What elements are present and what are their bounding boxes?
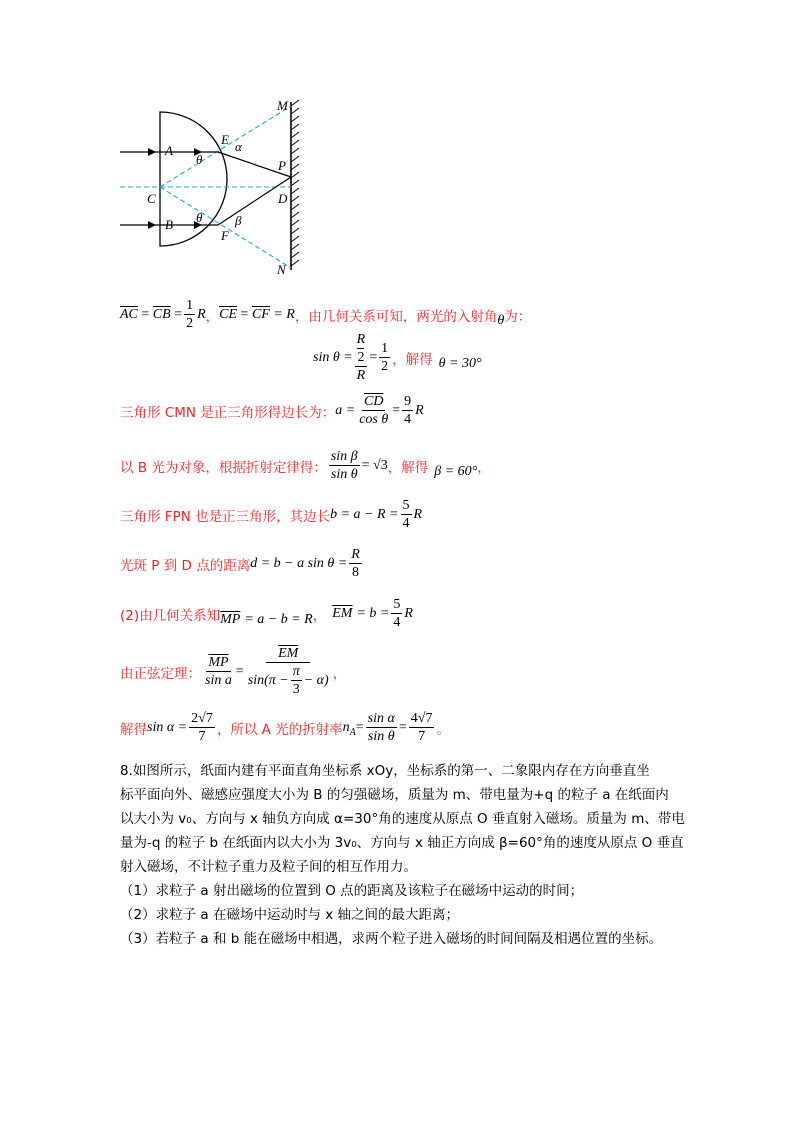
solution-line-3: 三角形 CMN 是正三角形得边长为： a = $\frac{\overline{CD}}{\text{cos θ}}$ = $\frac{9}{4}$ R [120, 394, 424, 427]
segment-mp: $\overline{MP}$ [220, 611, 241, 627]
fraction-em-sin: $\overline{EM}$ sin(π − $\frac{\pi}{3}$ − α) [247, 646, 329, 697]
problem-stem-1: 8.如图所示，纸面内建有平面直角坐标系 xOy，坐标系的第一、二象限内存在方向垂直坐 [120, 763, 650, 779]
solution-line-8: 由正弦定理： $\frac{\overline{MP}}{\text{sin a}}$ = $\overline{EM}$ sin(π − $\frac{\pi}{3}$ − α) ， [120, 646, 347, 697]
text-jiede-3: 解得 [120, 721, 147, 738]
optics-figure [110, 92, 310, 282]
label-alpha: α [235, 139, 242, 154]
sin-alpha: sin α = [147, 719, 188, 735]
solution-line-4: 以 B 光为对象，根据折射定律得： $\frac{\text{sin β}}{\text{sin θ}}$ = √3 ，解得 β = 60° ， [120, 449, 491, 482]
beta-result: β = 60° [434, 463, 478, 479]
label-beta: β [235, 213, 242, 228]
question-1: （1）求粒子 a 射出磁场的位置到 O 点的距离及该粒子在磁场中运动的时间； [120, 883, 584, 899]
a-eq: a = [335, 402, 356, 418]
label-C: C [147, 191, 156, 206]
label-B: B [165, 217, 173, 232]
text-part2: (2)由几何关系知 [120, 607, 221, 624]
text-cmn: 三角形 CMN 是正三角形得边长为： [120, 404, 336, 421]
segment-em: $\overline{EM}$ [332, 605, 353, 621]
label-E: E [221, 132, 229, 147]
segment-ac: $\overline{AC}$ [120, 306, 138, 322]
fraction-half-result: $\frac{1}{2}$ [381, 341, 389, 374]
fraction-r2-over-r: R 2 R [356, 332, 366, 383]
d-expr: d = b − a sin θ = [250, 555, 348, 571]
label-A: A [165, 143, 173, 158]
text-wei: 为： [504, 308, 532, 325]
fraction-2root7-7: $\frac{2√7}{7}$ [191, 711, 213, 744]
fraction-5-4: $\frac{5}{4}$ [402, 498, 410, 531]
text-sine-law: 由正弦定理： [120, 665, 201, 682]
problem-stem-3: 以大小为 v₀、方向与 x 轴负方向成 α=30°角的速度从原点 O 垂直射入磁场。质量为 m、带电 [120, 811, 685, 827]
light-rays [120, 152, 291, 225]
fraction-r-8: $\frac{R}{8}$ [351, 547, 360, 580]
mirror-hatching [291, 100, 299, 266]
segment-cf: $\overline{CF}$ [251, 306, 270, 322]
solution-line-5: 三角形 FPN 也是正三角形，其边长 b = a − R = $\frac{5}{4}$ R [120, 498, 423, 531]
label-N: N [277, 262, 286, 277]
fraction-5-4b: $\frac{5}{4}$ [393, 597, 401, 630]
eq-r: = R [273, 306, 295, 322]
label-M: M [277, 98, 288, 113]
segment-cb: $\overline{CB}$ [152, 306, 171, 322]
ray-arrows [148, 148, 202, 229]
theta-result: θ = 30° [438, 355, 482, 371]
problem-stem-5: 射入磁场，不计粒子重力及粒子间的相互作用力。 [120, 859, 417, 875]
eq-sqrt3: = √3 [361, 457, 388, 473]
fraction-sina-sint: $\frac{\text{sin α}}{\text{sin θ}}$ [367, 711, 395, 744]
text-fpn: 三角形 FPN 也是正三角形，其边长 [120, 508, 331, 525]
text-jiede-2: ，解得 [387, 459, 429, 476]
text-jiede: ，解得 [392, 351, 433, 368]
problem-stem-4: 量为-q 的粒子 b 在纸面内以大小为 3v₀、方向与 x 轴正方向成 β=60°角的速度从原点 O 垂直 [120, 835, 684, 851]
solution-line-9: 解得 sin α = $\frac{2√7}{7}$ ，所以 A 光的折射率 n A = $\frac{\text{sin α}}{\text{sin θ}}$ = $\frac{4√7}{7}$ 。 [120, 711, 450, 744]
label-theta-bottom: θ [196, 210, 203, 225]
label-D: D [278, 191, 288, 206]
text-distance: 光斑 P 到 D 点的距离 [120, 557, 251, 574]
label-theta-top: θ [196, 152, 203, 167]
theta-symbol: θ [497, 312, 505, 328]
fraction-cd-cos: $\frac{\overline{CD}}{\text{cos θ}}$ [359, 394, 389, 427]
question-3: （3）若粒子 a 和 b 能在磁场中相遇，求两个粒子进入磁场的时间间隔及相遇位置的坐标。 [120, 931, 663, 947]
mp-expr: = a − b = R [244, 611, 313, 627]
text-refractive: ，所以 A 光的折射率 [216, 721, 343, 738]
sin-theta: sin θ = [313, 349, 353, 365]
solution-line-2: sin θ = R 2 R = $\frac{1}{2}$ ，解得 θ = 30° [313, 332, 482, 383]
fraction-9-4: $\frac{9}{4}$ [404, 394, 412, 427]
solution-line-7: (2)由几何关系知 $\overline{MP}$ = a − b = R ， $\overline{EM}$ = b = $\frac{5}{4}$ R [120, 597, 413, 630]
problem-stem-2: 标平面向外、磁感应强度大小为 B 的匀强磁场，质量为 m、带电量为+q 的粒子 a 在纸面内 [120, 787, 669, 803]
text-b-light: 以 B 光为对象，根据折射定律得： [120, 459, 327, 476]
problem-8 [120, 759, 720, 951]
label-P: P [278, 158, 286, 173]
label-F: F [221, 228, 229, 243]
segment-ce: $\overline{CE}$ [219, 306, 238, 322]
solution-line-6 [120, 546, 364, 581]
solution-line-1: $\overline{AC}$ = $\overline{CB}$ = $\frac{1}{2}$ R ， $\overline{CE}$ = $\overline{CF}$ = R ，由几何关系可知，两光的入射角 θ 为： [120, 298, 532, 331]
b-expr: b = a − R = [330, 506, 399, 522]
fraction-sinb-sint: $\frac{\text{sin β}}{\text{sin θ}}$ [330, 449, 358, 482]
text-geometry: ，由几何关系可知，两光的入射角 [294, 308, 498, 325]
fraction-half: $\frac{1}{2}$ [186, 298, 194, 331]
symbol-r: R [197, 306, 206, 322]
fraction-4root7-7: $\frac{4√7}{7}$ [410, 711, 433, 744]
question-2: （2）求粒子 a 在磁场中运动时与 x 轴之间的最大距离； [120, 907, 460, 923]
fraction-mp-sina: $\frac{\overline{MP}}{\text{sin a}}$ [205, 655, 232, 688]
